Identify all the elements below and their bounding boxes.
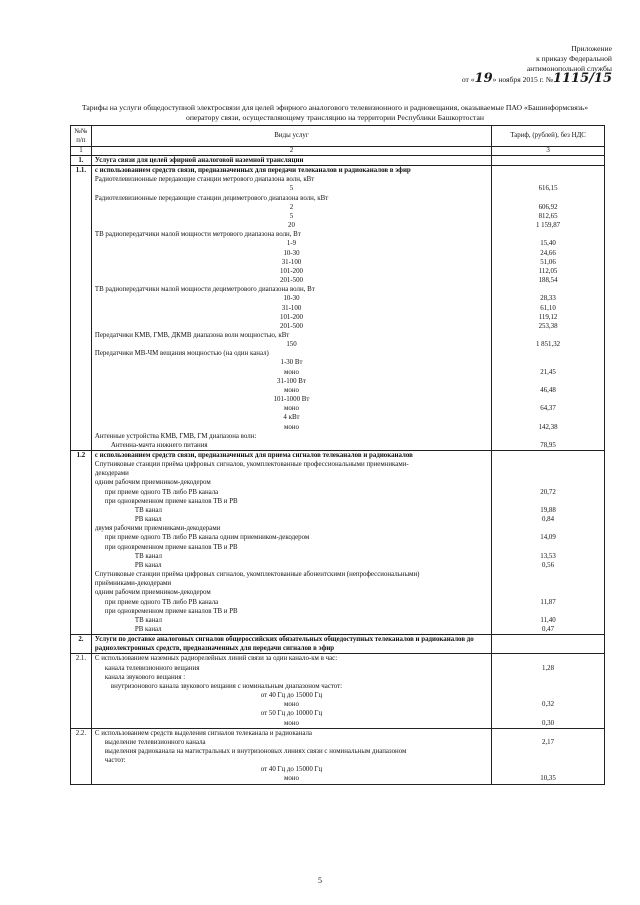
service-line: моно bbox=[284, 701, 299, 709]
service-line: приёмниками-декодерами bbox=[94, 580, 172, 588]
subsection-1-1-number: 1.1. bbox=[71, 166, 92, 451]
subsection-2-1-number: 2.1. bbox=[71, 654, 92, 728]
tariff-value bbox=[495, 166, 601, 175]
tariff-value: 606,92 bbox=[538, 203, 558, 211]
service-line: с использованием средств связи, предназначенных для передачи телеканалов и радиоканалов в эфир bbox=[94, 167, 411, 175]
subsection-2-1-tariffs bbox=[492, 654, 605, 728]
service-line: 5 bbox=[289, 185, 294, 193]
tariff-value bbox=[495, 175, 601, 184]
tariff-value bbox=[495, 524, 601, 533]
tariff-value: 1,28 bbox=[542, 664, 555, 672]
service-line: 1-30 Вт bbox=[280, 359, 303, 367]
subsection-2-1-row bbox=[71, 654, 605, 728]
appendix-order-line bbox=[442, 71, 612, 86]
service-line: ТВ канал bbox=[134, 506, 162, 514]
subsection-1-2-tariffs bbox=[492, 451, 605, 635]
service-line: РВ канал bbox=[134, 561, 162, 569]
subsection-2-2-number: 2.2. bbox=[71, 728, 92, 784]
header-number: №№ п/п bbox=[71, 126, 92, 147]
tariff-value: 616,15 bbox=[538, 185, 558, 193]
subsection-2-1-services bbox=[91, 654, 491, 728]
subsection-1-2-number: 1.2 bbox=[71, 451, 92, 635]
tariff-value: 78,95 bbox=[540, 441, 556, 449]
service-line: от 40 Гц до 15000 Гц bbox=[260, 692, 323, 700]
subsection-1-1-tariffs bbox=[492, 166, 605, 451]
subsection-1-1-row bbox=[71, 166, 605, 451]
index-col-1: 1 bbox=[71, 147, 92, 156]
tariff-value: 11,87 bbox=[540, 598, 556, 606]
tariff-value bbox=[495, 395, 601, 404]
service-line: моно bbox=[284, 775, 299, 783]
appendix-header bbox=[442, 44, 612, 85]
tariff-value bbox=[495, 469, 601, 478]
header-service: Виды услуг bbox=[91, 126, 491, 147]
tariff-value bbox=[495, 460, 601, 469]
subsection-1-2-row bbox=[71, 451, 605, 635]
section-1-tariff bbox=[492, 156, 605, 166]
service-line: частот: bbox=[104, 757, 126, 765]
service-line: 201-500 bbox=[280, 277, 303, 285]
tariff-value: 19,88 bbox=[540, 506, 556, 514]
tariff-value: 119,12 bbox=[538, 313, 558, 321]
service-line: канала телевизионного вещания bbox=[104, 664, 200, 672]
tariff-value bbox=[495, 331, 601, 340]
appendix-line-3: антимонопольной службы bbox=[526, 64, 612, 73]
tariff-value: 11,40 bbox=[540, 616, 556, 624]
tariff-value bbox=[495, 729, 601, 738]
service-line: 1-9 bbox=[286, 240, 297, 248]
service-line: декодерами bbox=[94, 470, 129, 478]
service-line: 20 bbox=[288, 222, 295, 230]
tariff-value bbox=[495, 230, 601, 239]
tariff-value bbox=[495, 654, 601, 663]
tariff-value bbox=[495, 588, 601, 597]
tariff-value: 46,48 bbox=[540, 386, 556, 394]
tariff-value: 2,17 bbox=[542, 738, 555, 746]
page-number: 5 bbox=[318, 876, 322, 885]
service-line: ТВ канал bbox=[134, 616, 162, 624]
service-line: 5 bbox=[289, 212, 294, 220]
service-line: 10-30 bbox=[283, 295, 300, 303]
tariff-value bbox=[495, 691, 601, 700]
service-line: выделение телевизионного канала bbox=[104, 738, 206, 746]
section-2-row bbox=[71, 635, 605, 654]
service-line: 31-100 bbox=[281, 258, 302, 266]
service-line: Антенные устройства КМВ, ГМВ, ГМ диапазона волн: bbox=[94, 432, 257, 440]
service-line: 101-1000 Вт bbox=[273, 396, 310, 404]
tariff-value: 10,35 bbox=[540, 775, 556, 783]
service-line: одним рабочим приемником-декодером bbox=[94, 589, 211, 597]
tariff-value bbox=[495, 349, 601, 358]
service-line: моно bbox=[284, 423, 299, 431]
service-line: ТВ радиопередатчики малой мощности дециметрового диапазона волн, Вт bbox=[94, 286, 315, 294]
service-line: от 40 Гц до 15000 Гц bbox=[260, 766, 323, 774]
service-line: 201-500 bbox=[280, 322, 303, 330]
service-line: 101-200 bbox=[280, 267, 303, 275]
service-line: 10-30 bbox=[283, 249, 300, 257]
tariff-value bbox=[495, 709, 601, 718]
service-line: Радиотелевизионные передающие станции метрового диапазона волн, кВт bbox=[94, 176, 315, 184]
handwritten-day: 19 bbox=[474, 71, 493, 86]
tariff-value: 64,37 bbox=[540, 405, 556, 413]
tariff-value: 21,45 bbox=[540, 368, 556, 376]
section-2-title: Услуги по доставке аналоговых сигналов общероссийских обязательных общедоступных телеканалов и радиоканалов до радиоэлектронных средств, предназначенных для передачи сигналов в эфир bbox=[91, 635, 491, 654]
section-2-number: 2. bbox=[71, 635, 92, 654]
tariff-value bbox=[495, 194, 601, 203]
tariff-value: 188,54 bbox=[538, 277, 558, 285]
service-line: ТВ канал bbox=[134, 552, 162, 560]
tariff-value: 24,66 bbox=[540, 249, 556, 257]
service-line: 31-100 Вт bbox=[277, 377, 306, 385]
service-line: канала звукового вещания : bbox=[104, 673, 186, 681]
service-line: Спутниковые станции приёма цифровых сигналов, укомплектованные абонентскими (непрофессиональными) bbox=[94, 571, 420, 579]
tariff-value bbox=[495, 358, 601, 367]
tariff-value: 15,40 bbox=[540, 240, 556, 248]
order-date-mid: » ноября 2015 г. № bbox=[492, 75, 553, 84]
tariff-value bbox=[495, 607, 601, 616]
table-index-row bbox=[71, 147, 605, 156]
service-line: моно bbox=[284, 368, 299, 376]
tariff-value: 0,30 bbox=[542, 719, 555, 727]
appendix-line-1: Приложение bbox=[571, 44, 612, 53]
tariff-value: 13,53 bbox=[540, 552, 556, 560]
subsection-1-1-services bbox=[91, 166, 491, 451]
service-line: Радиотелевизионные передающие станции дециметрового диапазона волн, кВт bbox=[94, 194, 329, 202]
tariff-value bbox=[495, 413, 601, 422]
tariff-value bbox=[495, 377, 601, 386]
handwritten-order-number: 1115/15 bbox=[552, 71, 612, 86]
tariff-value bbox=[495, 756, 601, 765]
service-line: от 50 Гц до 10000 Гц bbox=[260, 710, 323, 718]
service-line: при приеме одного ТВ либо РВ канала bbox=[104, 488, 219, 496]
service-line: двумя рабочими приемниками-декодерами bbox=[94, 525, 221, 533]
tariff-value: 112,05 bbox=[538, 267, 558, 275]
section-2-tariff bbox=[492, 635, 605, 654]
service-line: РВ канал bbox=[134, 625, 162, 633]
service-line: 31-100 bbox=[281, 304, 302, 312]
section-1-title: Услуга связи для целей эфирной аналоговой наземной трансляции bbox=[91, 156, 491, 166]
service-line: Спутниковые станции приёма цифровых сигналов, укомплектованные профессиональными приемниками- bbox=[94, 461, 409, 469]
service-line: с использованием средств связи, предназначенных для приема сигналов телеканалов и радиоканалов bbox=[94, 452, 413, 459]
service-line: С использованием средств выделения сигналов телеканала и радиоканала bbox=[94, 729, 312, 737]
tariff-value bbox=[495, 579, 601, 588]
document-title: Тарифы на услуги общедоступной электросвязи для целей эфирного аналогового телевизионного и радиовещания, оказываемые ПАО «Башинформсвязь» оператору связи, осуществляющему трансляцию на территории Республики Башкортостан bbox=[81, 103, 589, 122]
tariff-value: 20,72 bbox=[540, 488, 556, 496]
tariff-value: 0,32 bbox=[542, 701, 555, 709]
service-line: при приеме одного ТВ либо РВ канала bbox=[104, 598, 219, 606]
tariff-value bbox=[495, 497, 601, 506]
subsection-2-2-tariffs bbox=[492, 728, 605, 784]
tariff-value: 0,47 bbox=[542, 625, 555, 633]
subsection-2-2-row bbox=[71, 728, 605, 784]
tariff-value bbox=[495, 747, 601, 756]
tariff-value: 51,06 bbox=[540, 258, 556, 266]
tariff-value bbox=[495, 451, 601, 460]
service-line: моно bbox=[284, 405, 299, 413]
tariff-value: 1 159,87 bbox=[535, 222, 561, 230]
tariff-value bbox=[495, 432, 601, 441]
service-line: Передатчики МВ-ЧМ вещания мощностью (на один канал) bbox=[94, 350, 269, 358]
appendix-line-2: к приказу Федеральной bbox=[536, 54, 612, 63]
index-col-2: 2 bbox=[91, 147, 491, 156]
service-line: при одновременном приеме каналов ТВ и РВ bbox=[104, 497, 238, 505]
service-line: при приеме одного ТВ либо РВ канала одним приемником-декодером bbox=[104, 534, 310, 542]
service-line: Передатчики КМВ, ГМВ, ДКМВ диапазона волн мощностью, кВт bbox=[94, 331, 290, 339]
service-line: 150 bbox=[286, 341, 297, 349]
service-line: Антенна-мачта нижнего питания bbox=[110, 441, 208, 449]
service-line: моно bbox=[284, 386, 299, 394]
service-line: выделения радиоканала на магистральных и внутризоновых линиях связи с номинальным диапазоном bbox=[104, 748, 407, 755]
service-line: 101-200 bbox=[280, 313, 303, 321]
service-line: С использованием наземных радиорелейных линий связи за один канало-км в час: bbox=[94, 655, 338, 663]
order-date-prefix: от « bbox=[461, 75, 475, 84]
service-line: 2 bbox=[289, 203, 294, 211]
table-header-row bbox=[71, 126, 605, 147]
tariff-value: 0,84 bbox=[542, 516, 555, 524]
tariff-value bbox=[495, 478, 601, 487]
service-line: РВ канал bbox=[134, 516, 162, 524]
service-line: при одновременном приеме каналов ТВ и РВ bbox=[104, 607, 238, 615]
service-line: ТВ радиопередатчики малой мощности метрового диапазона волн, Вт bbox=[94, 231, 301, 239]
section-1-number: 1. bbox=[71, 156, 92, 166]
service-line: одним рабочим приемником-декодером bbox=[94, 479, 211, 487]
tariff-value: 14,09 bbox=[540, 534, 556, 542]
service-line: при одновременном приеме каналов ТВ и РВ bbox=[104, 543, 238, 551]
tariff-value bbox=[495, 673, 601, 682]
tariff-value bbox=[495, 570, 601, 579]
subsection-1-2-services bbox=[91, 451, 491, 635]
header-tariff: Тариф, (рублей), без НДС bbox=[492, 126, 605, 147]
service-line: 4 кВт bbox=[283, 414, 300, 422]
tariff-table bbox=[70, 125, 605, 785]
tariff-value bbox=[495, 765, 601, 774]
service-line: моно bbox=[284, 719, 299, 727]
subsection-2-2-services bbox=[91, 728, 491, 784]
index-col-3: 3 bbox=[492, 147, 605, 156]
tariff-value: 1 851,32 bbox=[535, 341, 561, 349]
tariff-value bbox=[495, 682, 601, 691]
tariff-value: 0,56 bbox=[542, 561, 555, 569]
tariff-value: 812,65 bbox=[538, 212, 558, 220]
tariff-value bbox=[495, 285, 601, 294]
section-1-row bbox=[71, 156, 605, 166]
tariff-value: 142,38 bbox=[538, 423, 558, 431]
tariff-value: 61,10 bbox=[540, 304, 556, 312]
service-line: внутризонового канала звукового вещания с номинальным диапазоном частот: bbox=[110, 682, 343, 690]
tariff-value: 28,33 bbox=[540, 295, 556, 303]
tariff-value bbox=[495, 543, 601, 552]
tariff-value: 253,38 bbox=[538, 322, 558, 330]
